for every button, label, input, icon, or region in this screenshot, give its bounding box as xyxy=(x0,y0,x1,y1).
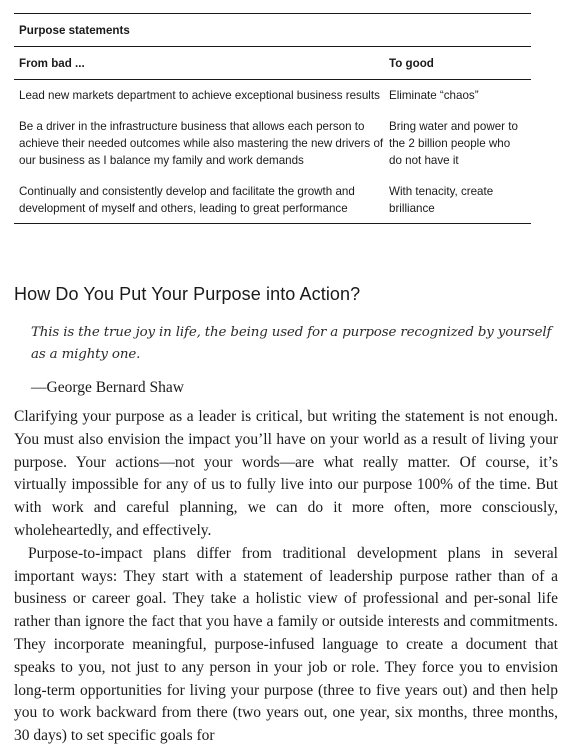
table-cell-bad: Be a driver in the infrastructure business that allows each person to achieve their needed outcomes while also mastering the new drivers of our business as I balance my family and work demands xyxy=(19,120,384,167)
purpose-statements-table xyxy=(14,13,531,224)
table-header-row xyxy=(14,47,531,80)
body-text xyxy=(14,406,558,748)
table-cell-good: With tenacity, create brilliance xyxy=(389,185,494,215)
table-body xyxy=(14,80,531,224)
table-cell-bad: Continually and consistently develop and facilitate the growth and development of myself and others, leading to great performance xyxy=(19,185,355,215)
column-header-to-good: To good xyxy=(389,57,434,70)
section-heading: How Do You Put Your Purpose into Action? xyxy=(14,284,361,304)
body-paragraph: Purpose-to-impact plans differ from traditional development plans in several important ways: They start with a statement of leadership purpose rather than of a business or career goal. They take a holistic view of professional and per-sonal life rather than ignore the fact that you have a family or outside interests and commitments. They incorporate meaningful, purpose-infused language to create a document that speaks to you, not just to any person in your job or role. They force you to envision long-term opportunities for living your purpose (three to five years out) and then help you to work backward from there (two years out, one year, six months, three months, 30 days) to set specific goals for xyxy=(14,544,558,745)
table-row xyxy=(14,80,531,104)
table-row xyxy=(14,169,531,223)
table-cell-good: Bring water and power to the 2 billion people who do not have it xyxy=(389,120,518,167)
table-caption: Purpose statements xyxy=(14,14,531,47)
table-cell-bad: Lead new markets department to achieve exceptional business results xyxy=(19,89,380,102)
epigraph-quote: This is the true joy in life, the being used for a purpose recognized by yourself as a mighty one. xyxy=(31,325,552,362)
table-row xyxy=(14,104,531,169)
table-cell-good: Eliminate “chaos” xyxy=(389,89,479,102)
body-paragraph: Clarifying your purpose as a leader is critical, but writing the statement is not enough. You must also envision the impact you’ll have on your world as a result of living your purpose. Your actions—not your words—are what really matter. Of course, it’s virtually impossible for any of us to fully live into our purpose 100% of the time. But with work and careful planning, we can do it more often, more consciously, wholeheartedly, and effectively. xyxy=(14,408,558,539)
column-header-from-bad: From bad ... xyxy=(19,57,85,70)
epigraph-attribution: —George Bernard Shaw xyxy=(31,379,184,396)
